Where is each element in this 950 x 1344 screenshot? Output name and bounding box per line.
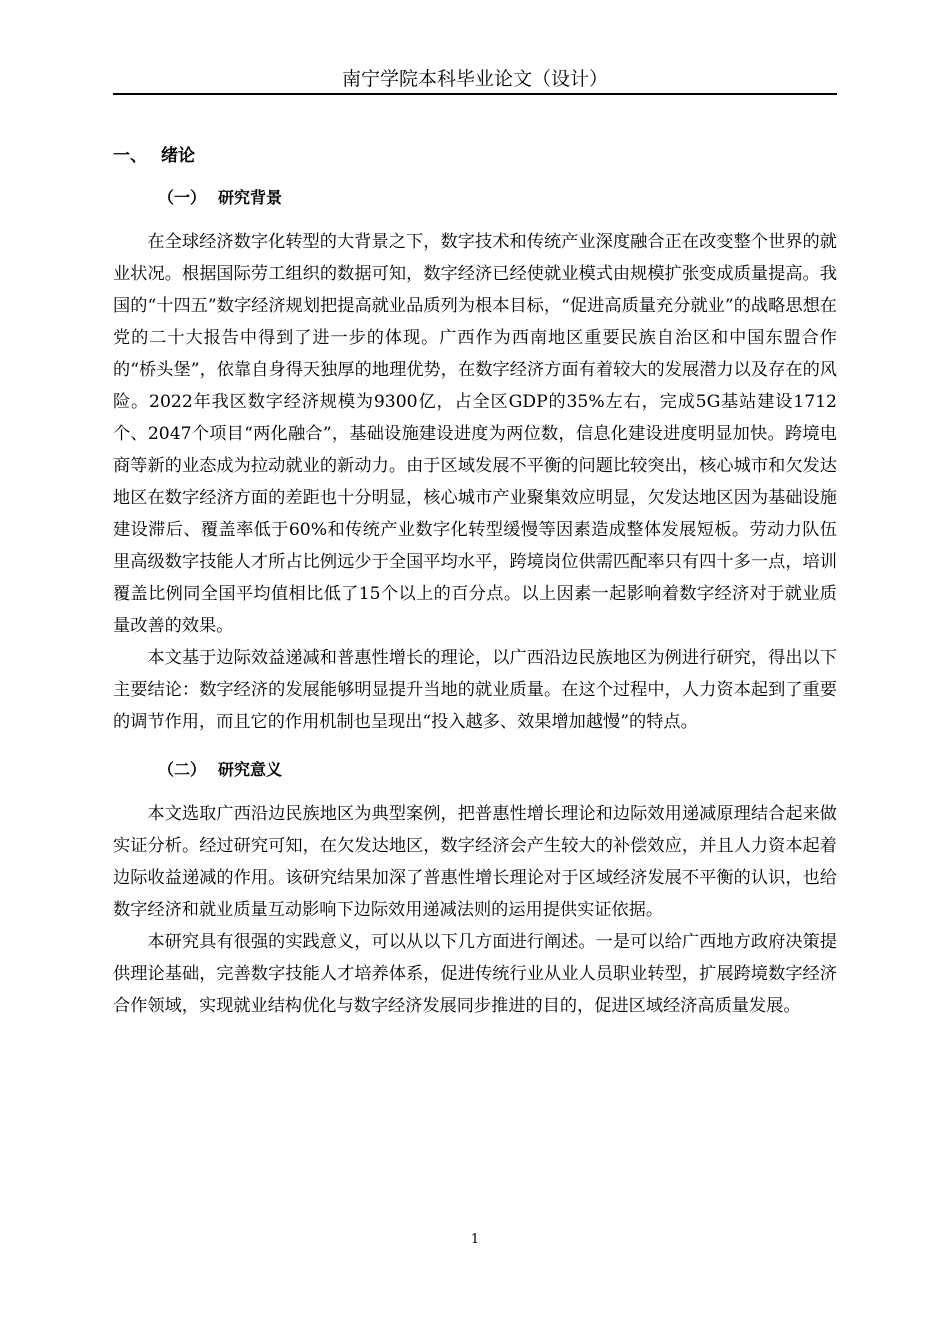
page-number: 1 (470, 1232, 480, 1247)
subsection-heading-background (158, 184, 837, 212)
subsection-number: （二） (158, 760, 207, 779)
running-header: 南宁学院本科毕业论文（设计） (341, 68, 608, 90)
subsection-number: （一） (158, 188, 207, 207)
subsection-heading-significance (158, 756, 837, 784)
subsection-title: 研究背景 (218, 188, 283, 207)
significance-paragraph-1: 本文选取广西沿边民族地区为典型案例，把普惠性增长理论和边际效用递减原理结合起来做实证分析。经过研究可知，在欠发达地区，数字经济会产生较大的补偿效应，并且人力资本起着边际收益递减的作用。该研究结果加深了普惠性增长理论对于区域经济发展不平衡的认识，也给数字经济和就业质量互动影响下边际效用递减法则的运用提供实证依据。 (113, 804, 837, 920)
header-rule (113, 93, 837, 95)
section-title: 绪论 (161, 146, 195, 166)
subsection-title: 研究意义 (218, 760, 283, 779)
background-paragraph-2: 本文基于边际效益递减和普惠性增长的理论，以广西沿边民族地区为例进行研究，得出以下主要结论：数字经济的发展能够明显提升当地的就业质量。在这个过程中，人力资本起到了重要的调节作用，而且它的作用机制也呈现出“投入越多、效果增加越慢”的特点。 (113, 648, 837, 732)
document-body (113, 142, 837, 1022)
background-paragraph-1: 在全球经济数字化转型的大背景之下，数字技术和传统产业深度融合正在改变整个世界的就业状况。根据国际劳工组织的数据可知，数字经济已经使就业模式由规模扩张变成质量提高。我国的“十四五”数字经济规划把提高就业品质列为根本目标，“促进高质量充分就业”的战略思想在党的二十大报告中得到了进一步的体现。广西作为西南地区重要民族自治区和中国东盟合作的“桥头堡”，依靠自身得天独厚的地理优势，在数字经济方面有着较大的发展潜力以及存在的风险。2022年我区数字经济规模为9300亿，占全区GDP的35%左右，完成5G基站建设1712个、2047个项目“两化融合”，基础设施建设进度为两位数，信息化建设进度明显加快。跨境电商等新的业态成为拉动就业的新动力。由于区域发展不平衡的问题比较突出，核心城市和欠发达地区在数字经济方面的差距也十分明显，核心城市产业聚集效应明显，欠发达地区因为基础设施建设滞后、覆盖率低于60%和传统产业数字化转型缓慢等因素造成整体发展短板。劳动力队伍里高级数字技能人才所占比例远少于全国平均水平，跨境岗位供需匹配率只有四十多一点，培训覆盖比例同全国平均值相比低了15个以上的百分点。以上因素一起影响着数字经济对于就业质量改善的效果。 (113, 232, 837, 636)
section-heading-introduction (113, 142, 837, 170)
significance-paragraph-2: 本研究具有很强的实践意义，可以从以下几方面进行阐述。一是可以给广西地方政府决策提供理论基础，完善数字技能人才培养体系，促进传统行业从业人员职业转型，扩展跨境数字经济合作领域，实现就业结构优化与数字经济发展同步推进的目的，促进区域经济高质量发展。 (113, 932, 837, 1016)
section-number: 一、 (113, 146, 147, 166)
